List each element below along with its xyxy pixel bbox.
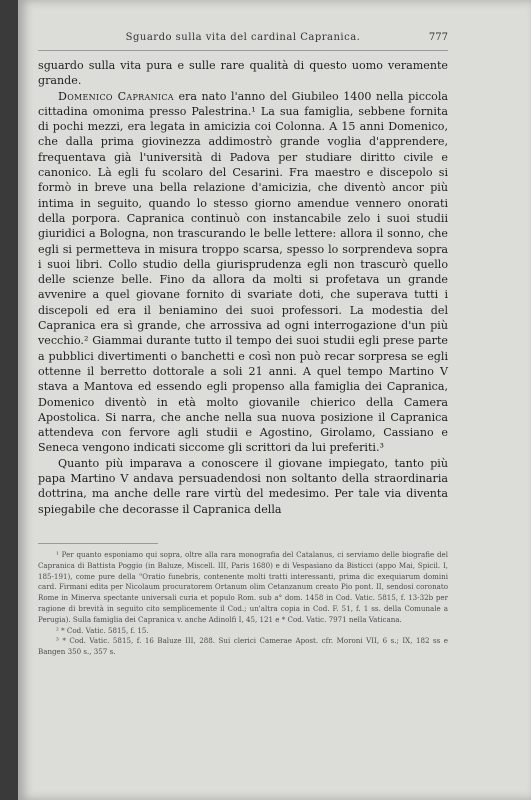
- page-header: [38, 32, 448, 50]
- paragraph-2: [38, 89, 448, 456]
- footnote-rule: [38, 543, 158, 544]
- paragraph-2-text: era nato l'anno del Giubileo 1400 nella piccola cittadina omonima presso Palestrina.¹ La sua famiglia, sebbene fornita di pochi mezzi, era legata in amicizia coi Colonna. A 15 anni Domenico, che dalla prima giovinezza addimostrò grande voglia d'apprendere, frequentava già l'università di Padova per studiare diritto civile e canonico. Là egli fu scolaro del Cesarini. Fra maestro e discepolo si formò in breve una bella relazione d'amicizia, che diventò ancor più intima in seguito, quando lo stesso giorno amendue vennero onorati della porpora. Capranica continuò con instancabile zelo i suoi studii giuridici a Bologna, non trascurando le belle lettere: allora il sonno, che egli si permetteva in misura troppo scarsa, spesso lo sorprendeva sopra i suoi libri. Collo studio della giurisprudenza egli non trascurò quello delle scienze belle. Fino da allora da molti si profetava un grande avvenire a quel giovane fornito di svariate doti, che superava tutti i discepoli ed era il beniamino dei suoi professori. La modestia del Capranica era sì grande, che arrossiva ad ogni interrogazione d'un più vecchio.² Giammai durante tutto il tempo dei suoi studii egli prese parte a pubblici divertimenti o banchetti e così non può recar sorpresa se egli ottenne il berretto dottorale a soli 21 anni. A quel tempo Martino V stava a Mantova ed essendo egli propenso alla famiglia dei Capranica, Domenico diventò in età molto giovanile chierico della Camera Apostolica. Si narra, che anche nella sua nuova posizione il Capranica attendeva con fervore agli studii e Agostino, Girolamo, Cassiano e Seneca vengono indicati siccome gli scrittori da lui preferiti.³: [38, 89, 448, 455]
- footnotes: [38, 550, 448, 658]
- header-rule: [38, 50, 448, 51]
- book-binding-edge: [0, 0, 18, 800]
- paragraph-1: sguardo sulla vita pura e sulle rare qualità di questo uomo veramente grande.: [38, 59, 448, 88]
- page-number: 777: [428, 32, 448, 43]
- footnote-1: ¹ Per quanto esponiamo qui sopra, oltre alla rara monografia del Catalanus, ci serviamo delle biografie del Capranica di Battista Poggio (in Baluze, Miscell. III, Paris 1680) e di Vespasiano da Bisticci (appo Mai, Spicil. I, 185-191), come pure della "Oratio funebris, contenente molti tratti interessanti, prima dic exequiarum domini card. Firmani edita per Nicolaum procuratorem Ortanum olim Cetanzanum creato Pio pont. II, sendosi coronato Rome in Minerva spectante universali curia et populo Rom. sub a° dom. 1458 in Cod. Vatic. 5815, f. 13-32b per ragione di brevità in seguito cito semplicemente il Cod.; un'altra copia in Cod. F. 51, f. 1 ss. della Comunale a Perugia). Sulla famiglia dei Capranica v. anche Adinolfi I, 45, 121 e * Cod. Vatic. 7971 nella Vaticana.: [38, 550, 448, 624]
- running-title: Sguardo sulla vita del cardinal Capranica.: [125, 32, 361, 43]
- paragraph-2-name: Domenico Capranica: [58, 89, 174, 103]
- main-text: [38, 58, 448, 517]
- paragraph-3: Quanto più imparava a conoscere il giovane impiegato, tanto più papa Martino V andava persuadendosi non soltanto della straordinaria dottrina, ma anche delle rare virtù del medesimo. Per tale via diventa spiegabile che decorasse il Capranica della: [38, 456, 448, 516]
- footnote-2: ² * Cod. Vatic. 5815, f. 15.: [56, 625, 149, 635]
- footnote-3: ³ * Cod. Vatic. 5815, f. 16 Baluze III, 288. Sui clerici Camerae Apost. cfr. Moroni VII, 6 s.; IX, 182 ss e Bangen 350 s., 357 s.: [38, 636, 448, 657]
